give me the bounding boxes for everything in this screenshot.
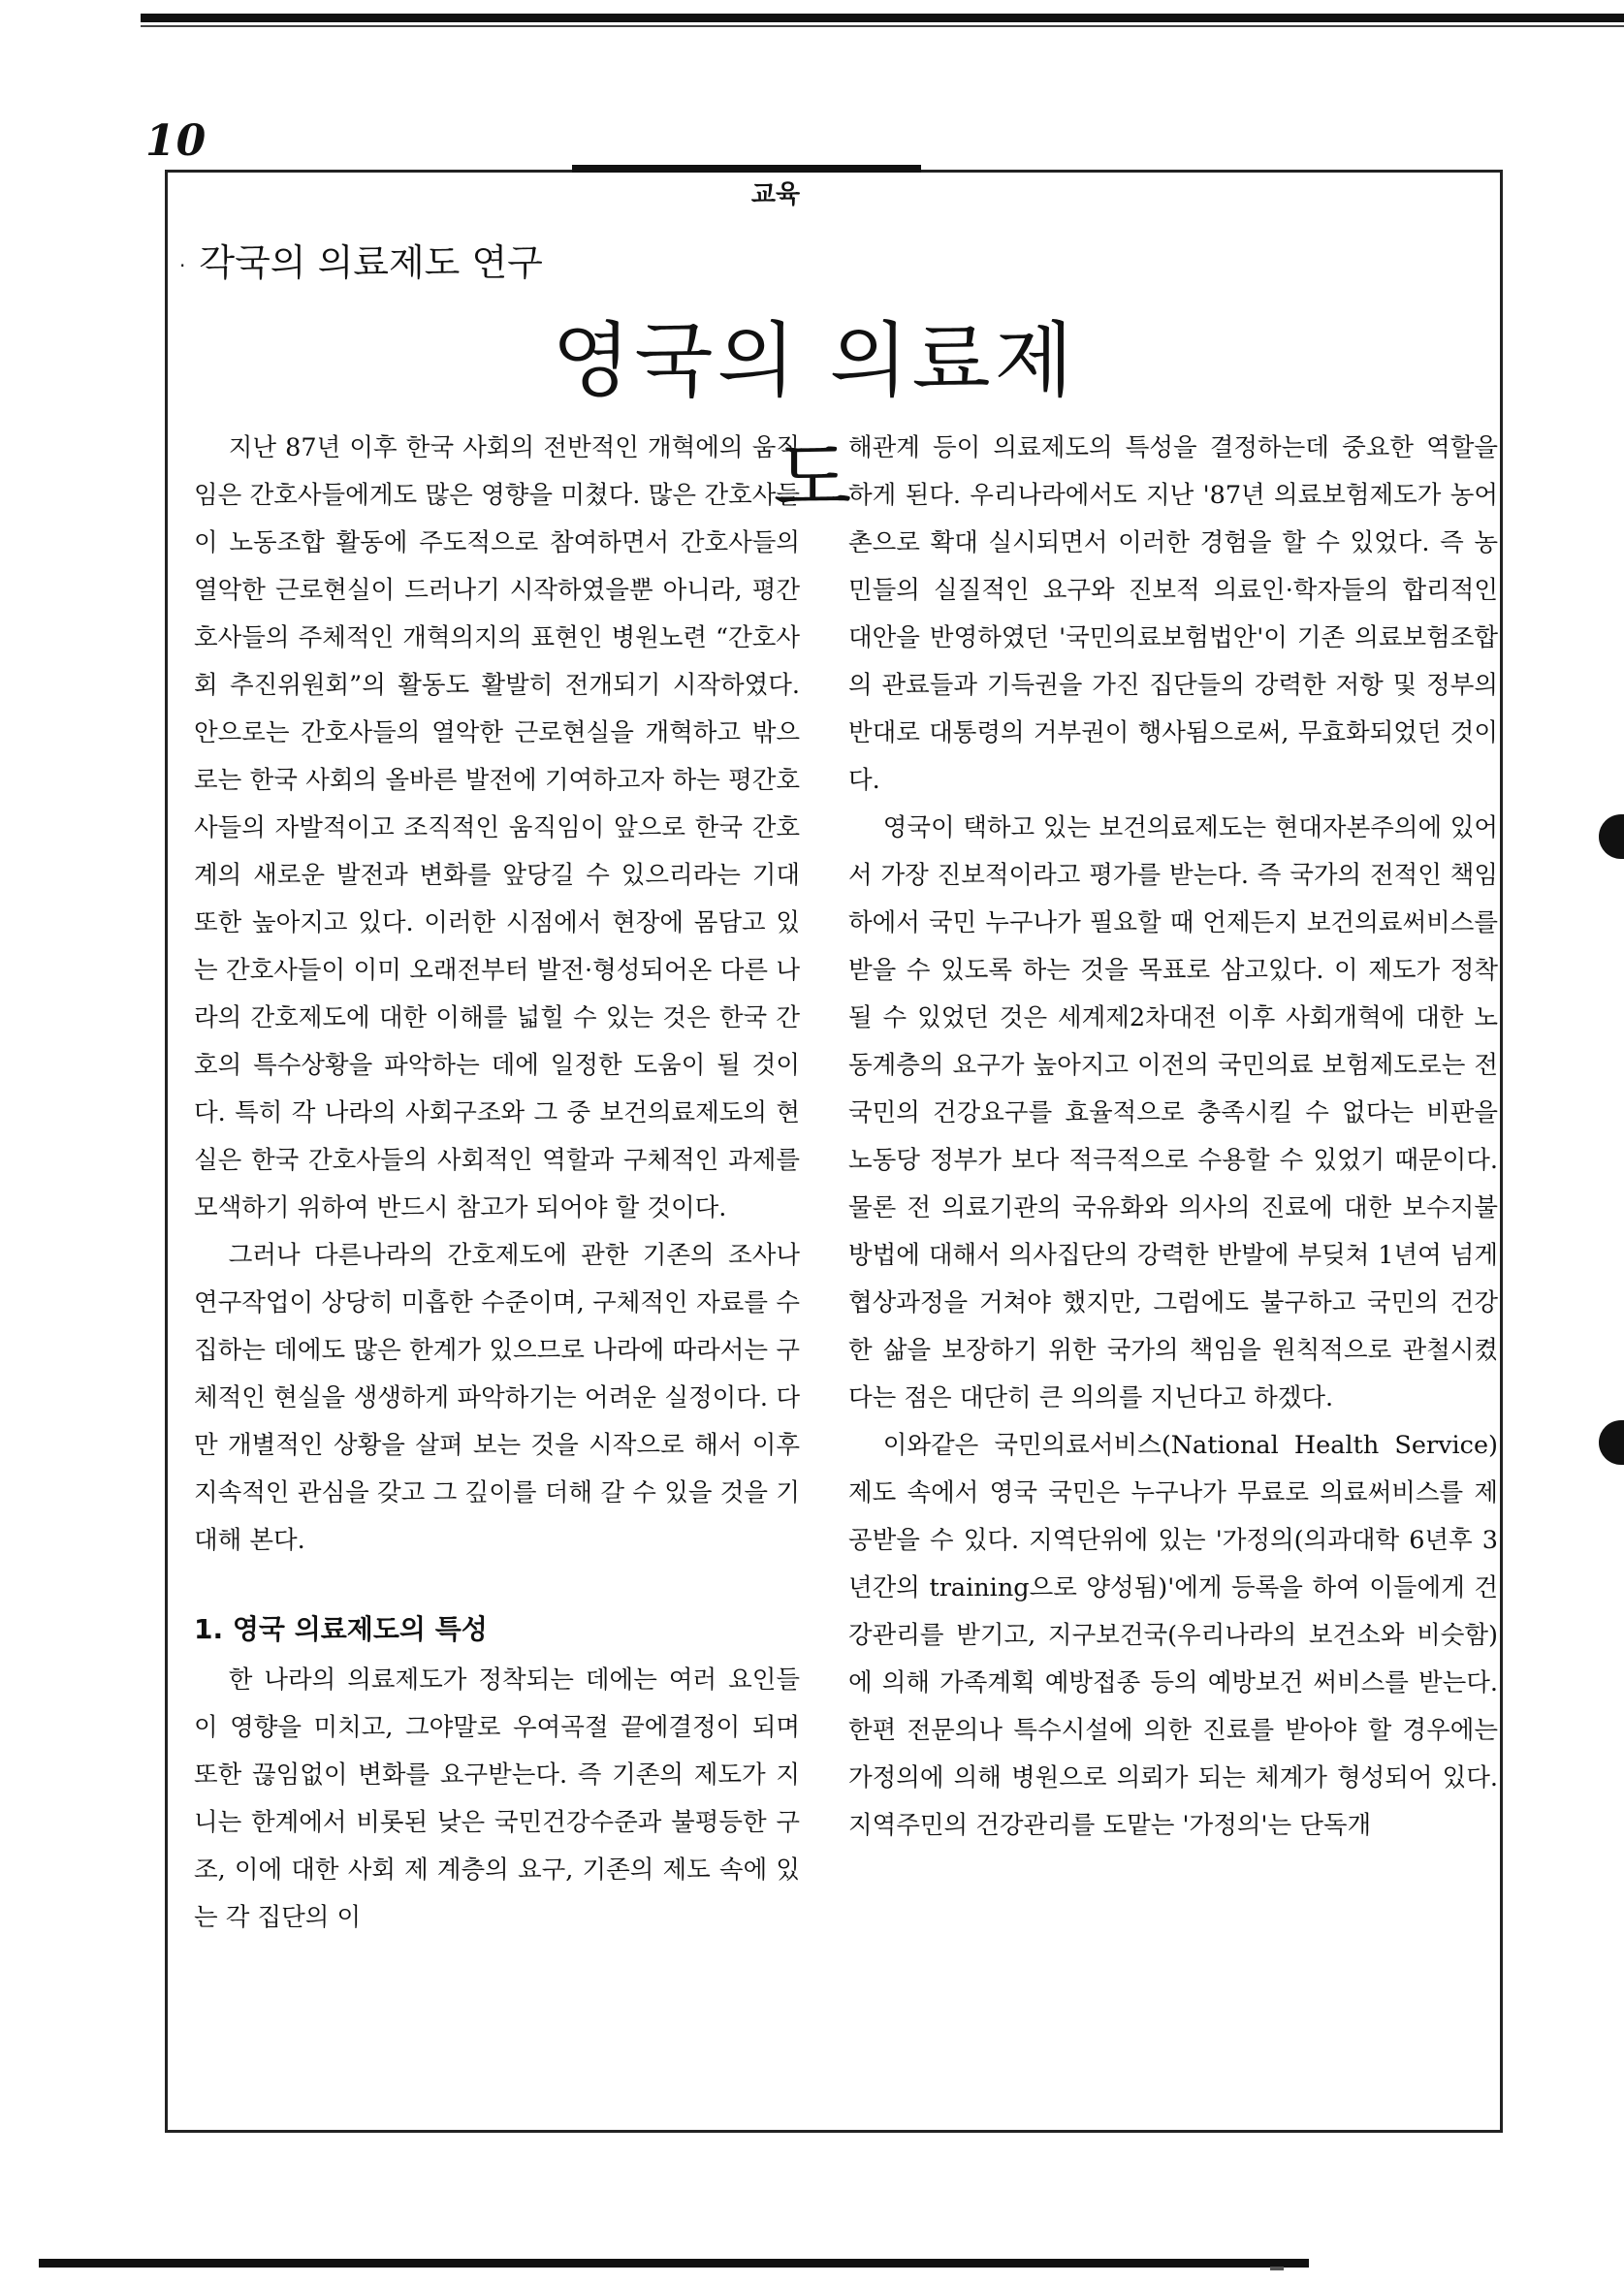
section-heading: 1. 영국 의료제도의 특성 bbox=[194, 1613, 488, 1645]
paragraph: 한 나라의 의료제도가 정착되는 데에는 여러 요인들이 영향을 미치고, 그야말로 우여곡절 끝에결정이 되며 또한 끊임없이 변화를 요구받는다. 즉 기존의 제도가 지니는 한계에서 비롯된 낮은 국민건강수준과 불평등한 구조, 이에 대한 사회 제 계층의 요구, 기존의 제도 속에 있는 각 집단의 이 bbox=[194, 1665, 800, 1932]
top-rule bbox=[141, 14, 1624, 22]
right-column bbox=[848, 425, 1498, 1850]
bottom-rule-mark bbox=[1270, 2267, 1284, 2270]
top-rule-thin bbox=[141, 25, 1624, 27]
section-label: 교육 bbox=[750, 180, 801, 209]
article-title: 영국의 의료제도 bbox=[552, 313, 1077, 525]
bullet-mark: · bbox=[179, 253, 186, 277]
binder-tab-mark bbox=[1599, 1420, 1624, 1465]
bottom-rule bbox=[39, 2259, 1309, 2268]
series-title bbox=[179, 233, 543, 286]
paragraph: 지난 87년 이후 한국 사회의 전반적인 개혁에의 움직임은 간호사들에게도 많은 영향을 미쳤다. 많은 간호사들이 노동조합 활동에 주도적으로 참여하면서 간호사들의 열악한 근로현실이 드러나기 시작하였을뿐 아니라, 평간호사들의 주체적인 개혁의지의 표현인 병원노련 “간호사회 추진위원회”의 활동도 활발히 전개되기 시작하였다. 안으로는 간호사들의 열악한 근로현실을 개혁하고 밖으로는 한국 사회의 올바른 발전에 기여하고자 하는 평간호사들의 자발적이고 조직적인 움직임이 앞으로 한국 간호계의 새로운 발전과 변화를 앞당길 수 있으리라는 기대 또한 높아지고 있다. 이러한 시점에서 현장에 몸담고 있는 간호사들이 이미 오래전부터 발전·형성되어온 다른 나라의 간호제도에 대한 이해를 넓힐 수 있는 것은 한국 간호의 특수상황을 파악하는 데에 일정한 도움이 될 것이다. 특히 각 나라의 사회구조와 그 중 보건의료제도의 현실은 한국 간호사들의 사회적인 역할과 구체적인 과제를 모색하기 위하여 반드시 참고가 되어야 할 것이다. bbox=[194, 433, 800, 1222]
paragraph: 이와같은 국민의료서비스(National Health Service)제도 속에서 영국 국민은 누구나가 무료로 의료써비스를 제공받을 수 있다. 지역단위에 있는 '가정의(의과대학 6년후 3년간의 training으로 양성됨)'에게 등록을 하여 이들에게 건강관리를 받기고, 지구보건국(우리나라의 보건소와 비슷함)에 의해 가족계획 예방접종 등의 예방보건 써비스를 받는다. 한편 전문의나 특수시설에 의한 진료를 받아야 할 경우에는 가정의에 의해 병원으로 의뢰가 되는 체계가 형성되어 있다. 지역주민의 건강관리를 도맡는 '가정의'는 단독개 bbox=[848, 1431, 1498, 1840]
section-bar bbox=[572, 165, 921, 173]
paragraph: 그러나 다른나라의 간호제도에 관한 기존의 조사나 연구작업이 상당히 미흡한 수준이며, 구체적인 자료를 수집하는 데에도 많은 한계가 있으므로 나라에 따라서는 구체적인 현실을 생생하게 파악하기는 어려운 실정이다. 다만 개별적인 상황을 살펴 보는 것을 시작으로 해서 이후 지속적인 관심을 갖고 그 깊이를 더해 갈 수 있을 것을 기대해 본다. bbox=[194, 1241, 800, 1555]
paragraph: 영국이 택하고 있는 보건의료제도는 현대자본주의에 있어서 가장 진보적이라고 평가를 받는다. 즉 국가의 전적인 책임하에서 국민 누구나가 필요할 때 언제든지 보건의료써비스를 받을 수 있도록 하는 것을 목표로 삼고있다. 이 제도가 정착될 수 있었던 것은 세계제2차대전 이후 사회개혁에 대한 노동계층의 요구가 높아지고 이전의 국민의료 보험제도로는 전 국민의 건강요구를 효율적으로 충족시킬 수 없다는 비판을 노동당 정부가 보다 적극적으로 수용할 수 있었기 때문이다. 물론 전 의료기관의 국유화와 의사의 진료에 대한 보수지불방법에 대해서 의사집단의 강력한 반발에 부딪쳐 1년여 넘게 협상과정을 거쳐야 했지만, 그럼에도 불구하고 국민의 건강한 삶을 보장하기 위한 국가의 책임을 원칙적으로 관철시켰다는 점은 대단히 큰 의의를 지닌다고 하겠다. bbox=[848, 813, 1498, 1412]
paragraph: 해관계 등이 의료제도의 특성을 결정하는데 중요한 역할을 하게 된다. 우리나라에서도 지난 '87년 의료보험제도가 농어촌으로 확대 실시되면서 이러한 경험을 할 수 있었다. 즉 농민들의 실질적인 요구와 진보적 의료인·학자들의 합리적인 대안을 반영하였던 '국민의료보험법안'이 기존 의료보험조합의 관료들과 기득권을 가진 집단들의 강력한 저항 및 정부의 반대로 대통령의 거부권이 행사됨으로써, 무효화되었던 것이다. bbox=[848, 433, 1498, 795]
page-number: 10 bbox=[145, 116, 207, 166]
series-title-text: 각국의 의료제도 연구 bbox=[199, 241, 543, 284]
binder-tab-mark bbox=[1599, 814, 1624, 859]
left-column bbox=[194, 425, 800, 1942]
